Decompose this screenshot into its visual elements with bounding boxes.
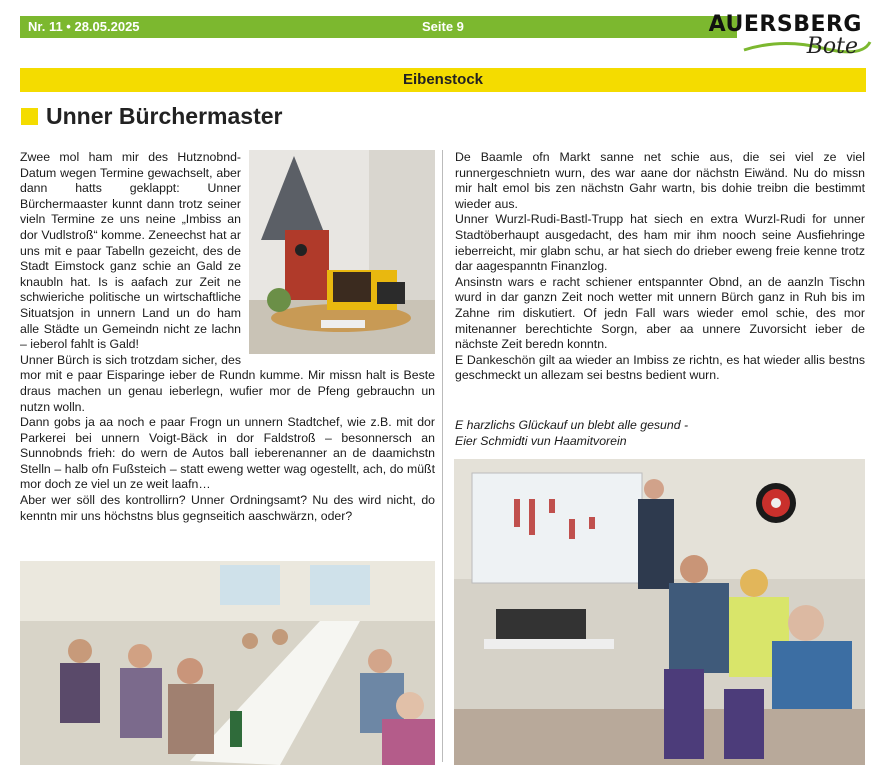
section-title: Eibenstock [402,71,484,88]
article-paragraph: E Dankeschön gilt aa wieder an Imbiss ze richtn, es hat wieder allis bestns geschmeckt un allezam sei bestns bedient wurn. [455,352,865,383]
article-paragraph: Unner Bürch is sich trotzdam sicher, des mor mit e paar Eisparinge ieber de Rundn kumme. Mir missn halt is Beste draus machen un genau ieberlegn, wufier mor de Pfeng gebrauchn un nutzn wolln. [20,352,435,414]
right-column [455,150,865,384]
photo-presentation-room [454,459,865,765]
photo-audience-dining [20,561,435,765]
column-divider [442,150,443,762]
article-paragraph: Unner Wurzl-Rudi-Bastl-Trupp hat siech en extra Wurzl-Rudi for unner Stadtöberhaupt ausgedacht, des ham mir ihm nooch seine Ausfiehringe ieberreicht, mir glabn schu, ar hat siech do drieber eweng freie kenne trotz dar aagespanntn Finanzlog. [455,212,865,274]
headline-square-icon [21,108,38,125]
article-paragraph: Dann gobs ja aa noch e paar Frogn un unnern Stadtchef, wie z.B. mit dor Parkerei bei unnern Voigt-Bäck in dor Faldstroß – besonnersch an Sunnobnds frieh: do wern de Autos ball ieberenanner an de daamichstn Stelln – halb ofn Fußsteich – statt eweng wetter wag ogestellt, ach, do müßt mor doch ze viel un ze weit laafn… [20,415,435,492]
article-paragraph: Zwee mol ham mir des Hutznobnd-Datum wegen Termine gewachselt, aber dann hatts geklappt: Unner Bürchermaaster kunnt dann trotz seiner vieln Termine ze uns neine „Imbiss an dor Vudlstroß“ komme. Zeneechst hat ar uns mit e paar Tabelln gezeicht, des de Stadt Eimstock ganz schie an Gald ze knaubln hat. Is is aafach zur Zeit ne schwieriche politische un wirtschaftliche Situatsjon in unnern Land un do ham alle Städte un Gemeindn nicht ze lachn – ieberol fahlt is Gald! [20,150,241,352]
issue-bar [20,16,737,38]
section-bar [20,68,866,92]
article-paragraph: Ansinstn wars e racht schiener entspannter Obnd, an de aanzln Tischn wurd in dar ganzn Zeit noch wetter mit unnern Bürch ganz in Ruh bis im Zahne rim diskutiert. Of jedn Fall wars wieder emol schie, des mor mitenanner berechtichte Sorgn, aber aa unnere Zuvorsicht ieber de nächste Zeit beredn konntn. [455,274,865,352]
left-column [20,150,435,524]
issue-date: Nr. 11 • 28.05.2025 [28,19,140,34]
article-headline: Unner Bürchermaster [46,103,283,129]
signoff [455,418,865,449]
logo-subtitle: Bote [806,34,858,59]
logo-title: AUERSBERG [708,12,862,37]
newspaper-logo [708,8,872,59]
article-paragraph: Aber wer söll des kontrollirn? Unner Ordningsamt? Nu des wird nicht, do kenntn mir uns höchstns blus gegnseitich aaschwärzn, oder? [20,493,435,523]
photo-wurzel-figure [249,150,435,354]
signoff-author: Eier Schmidti vun Haamitvorein [455,433,627,448]
page-number: Seite 9 [422,19,464,34]
article-paragraph: De Baamle ofn Markt sanne net schie aus, die sei viel ze viel runnergeschnietn wurn, des war aane dor nächstn Eiwänd. Nu do missn mir halt emol bis zen nächstn Gahr wartn, bis dohie treibn die bestimmt wieder aus. [455,150,865,211]
signoff-greeting: E harzlichs Glückauf un blebt alle gesund - [455,418,689,432]
